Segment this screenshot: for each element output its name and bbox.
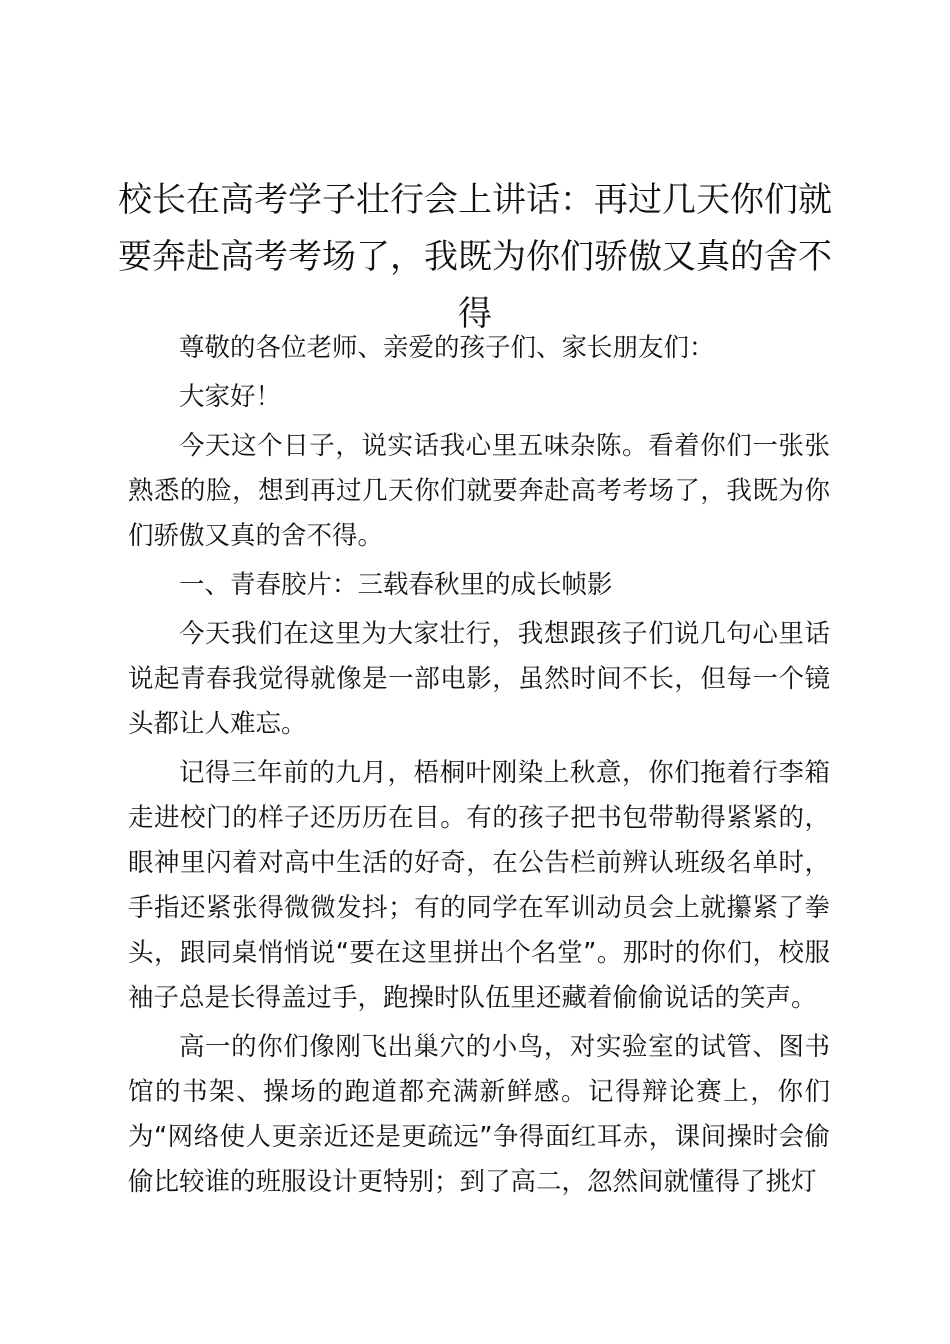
greeting-paragraph: 大家好！ <box>179 382 282 412</box>
document-title: 校长在高考学子壮行会上讲话：再过几天你们就要奔赴高考考场了，我既为你们骄傲又真的舍不得 <box>118 180 832 334</box>
body-paragraph: 高一的你们像刚飞出巢穴的小鸟，对实验室的试管、图书馆的书架、操场的跑道都充满新鲜感。记得辩论赛上，你们为“网络使人更亲近还是更疏远”争得面红耳赤，课间操时会偷偷比较谁的班服设计更特别；到了高二，忽然间就懂得了挑灯 <box>128 1032 830 1197</box>
salutation-paragraph: 尊敬的各位老师、亲爱的孩子们、家长朋友们： <box>179 333 715 363</box>
section-heading: 一、青春胶片：三载春秋里的成长帧影 <box>179 570 613 600</box>
intro-paragraph: 今天这个日子，说实话我心里五味杂陈。看着你们一张张熟悉的脸，想到再过几天你们就要奔赴高考考场了，我既为你们骄傲又真的舍不得。 <box>128 431 830 551</box>
body-paragraph: 记得三年前的九月，梧桐叶刚染上秋意，你们拖着行李箱走进校门的样子还历历在目。有的孩子把书包带勒得紧紧的，眼神里闪着对高中生活的好奇，在公告栏前辨认班级名单时，手指还紧张得微微发抖；有的同学在军训动员会上就攥紧了拳头，跟同桌悄悄说“要在这里拼出个名堂”。那时的你们，校服袖子总是长得盖过手，跑操时队伍里还藏着偷偷说话的笑声。 <box>128 758 830 1013</box>
body-paragraph: 今天我们在这里为大家壮行，我想跟孩子们说几句心里话说起青春我觉得就像是一部电影，虽然时间不长，但每一个镜头都让人难忘。 <box>128 619 830 739</box>
document-body <box>128 326 830 1209</box>
